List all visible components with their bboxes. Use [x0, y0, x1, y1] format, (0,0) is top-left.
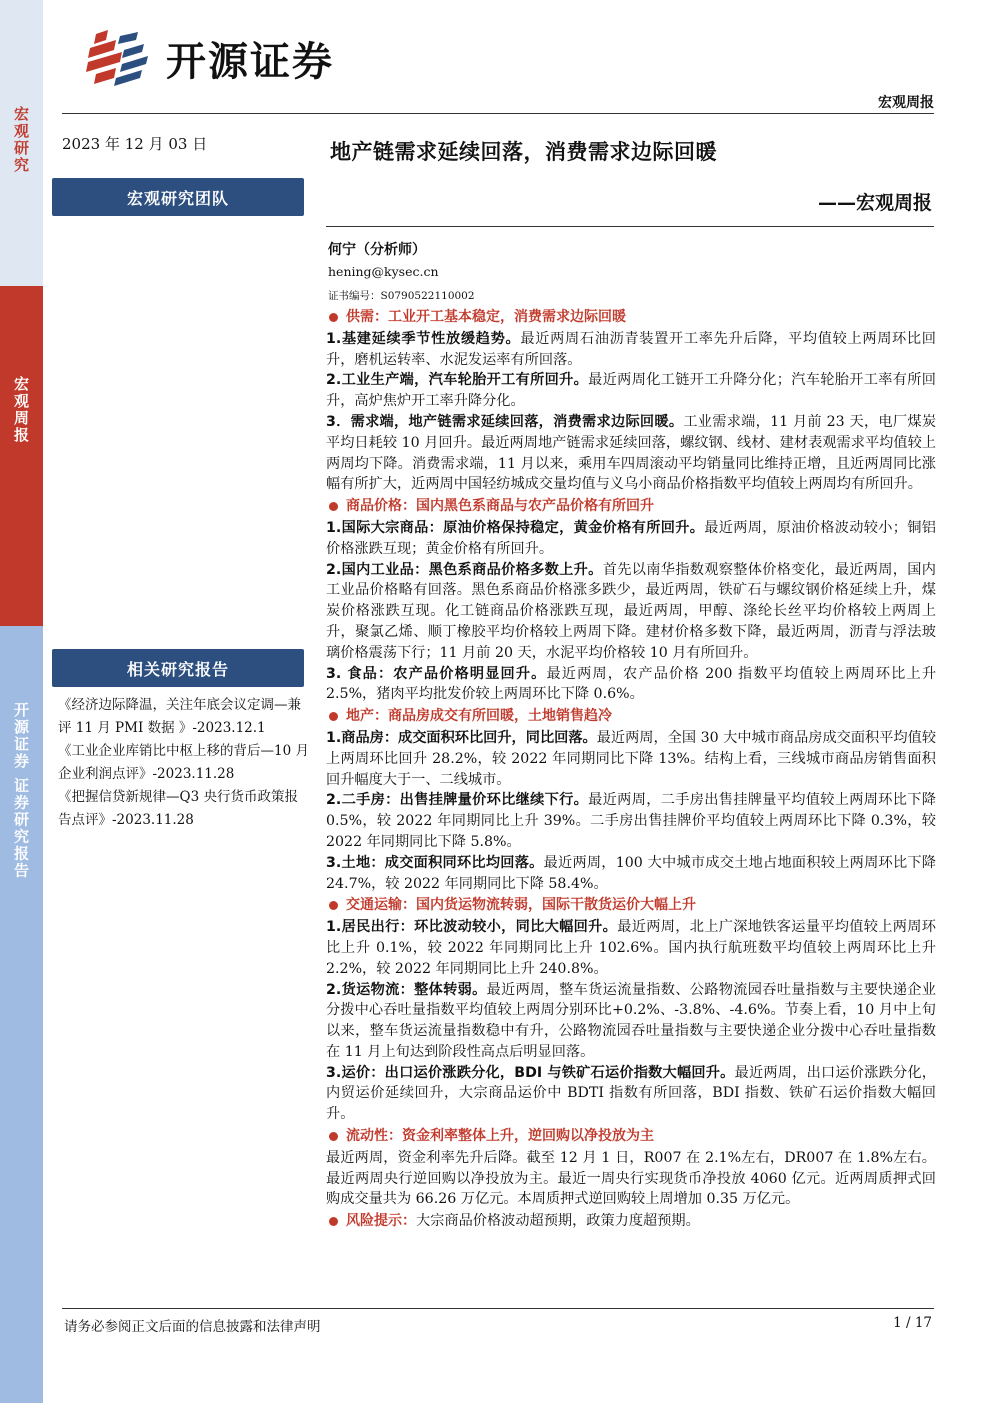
footer-divider	[62, 1308, 934, 1309]
bullet-dot-icon	[329, 901, 338, 910]
section-heading-commodity-prices: 商品价格：国内黑色系商品与农产品价格有所回升	[326, 496, 936, 517]
side-strip	[0, 0, 43, 1403]
paragraph: 1.国际大宗商品：原油价格保持稳定，黄金价格有所回升。最近两周，原油价格波动较小；铜铝价格涨跌互现；黄金价格有所回升。	[326, 519, 936, 557]
risk-bullet	[326, 1217, 346, 1226]
report-title: 地产链需求延续回落，消费需求边际回暖	[330, 140, 717, 164]
related-reports-list	[58, 694, 310, 832]
side-label-macro-weekly: 宏观周报	[12, 376, 30, 444]
logo-text: 开源证券	[166, 38, 334, 85]
paragraph: 2.国内工业品：黑色系商品价格多数上升。首先以南华指数观察整体价格变化，最近两周，国内工业品价格略有回落。黑色系商品价格涨多跌少，最近两周，铁矿石与螺纹钢价格延续上升，煤炭价格涨跌互现。化工链商品价格涨跌互现，最近两周，甲醇、涤纶长丝平均价格较上两周上升，聚氯乙烯、顺丁橡胶平均价格较上两周下降。建材价格多数下降，最近两周，沥青与浮法玻璃价格震荡下行；11 月前 20 天，水泥平均价格较 10 月有所回升。	[326, 561, 936, 661]
risk-text: 大宗商品价格波动超预期，政策力度超预期。	[416, 1213, 700, 1230]
paragraph: 1.居民出行：环比波动较小，同比大幅回升。最近两周，北上广深地铁客运量平均值较上两周环比上升 0.1%，较 2022 年同期同比上升 102.6%。国内执行航班数平均值较上两周环比上升 2.2%，较 2022 年同期同比上升 240.8%。	[326, 919, 936, 977]
research-team-box: 宏观研究团队	[52, 178, 304, 216]
report-type-label: 宏观周报	[878, 95, 934, 111]
analyst-email[interactable]: hening@kysec.cn	[328, 264, 439, 279]
analyst-name: 何宁（分析师）	[328, 242, 426, 258]
paragraph: 3．需求端，地产链需求延续回落，消费需求边际回暖。工业需求端，11 月前 23 天，电厂煤炭平均日耗较 10 月回升。最近两周地产链需求延续回落，螺纹钢、线材、建材表观需求平均值较上两周均下降。消费需求端，11 月以来，乘用车四周滚动平均销量同比维持正增，且近两周同比涨幅有所扩大，近两周中国轻纺城成交量均值与义乌小商品价格指数平均值较上两周均有所回升。	[326, 413, 937, 493]
related-report-item[interactable]: 《把握信贷新规律—Q3 央行货币政策报告点评》-2023.11.28	[58, 789, 298, 828]
related-report-item[interactable]: 《工业企业库销比中枢上移的背后—10 月企业利润点评》-2023.11.28	[58, 743, 309, 782]
side-strip-top	[0, 0, 43, 286]
bullet-dot-icon	[329, 712, 338, 721]
footer-disclaimer: 请务必参阅正文后面的信息披露和法律声明	[64, 1319, 321, 1335]
logo-icon	[86, 28, 162, 88]
analyst-cert-number: 证书编号：S0790522110002	[328, 290, 475, 302]
paragraph: 最近两周，资金利率先升后降。截至 12 月 1 日，R007 在 2.1%左右，DR007 在 1.8%左右。最近两周央行逆回购以净投放为主。最近一周央行实现货币净投放 4060 亿元。近两周质押式回购成交量共为 66.26 万亿元。本周质押式逆回购较上周增加 0.35 万亿元。	[326, 1149, 936, 1208]
bullet-dot-icon	[329, 313, 338, 322]
paragraph: 1.商品房：成交面积环比回升，同比回落。最近两周，全国 30 大中城市商品房成交面积平均值较上两周环比回升 28.2%，较 2022 年同期同比下降 13%。结构上看，三线城市商品房销售面积回升幅度大于一、二线城市。	[326, 729, 937, 788]
paragraph: 3.土地：成交面积同环比均回落。最近两周，100 大中城市成交土地占地面积较上两周环比下降 24.7%，较 2022 年同期同比下降 58.4%。	[326, 854, 936, 892]
related-report-item[interactable]: 《经济边际降温，关注年底会议定调—兼评 11 月 PMI 数据 》-2023.12.1	[58, 697, 301, 736]
bullet-dot-icon	[329, 1217, 338, 1226]
report-summary	[326, 306, 936, 1232]
paragraph: 2.货运物流：整体转弱。最近两周，整车货运流量指数、公路物流园吞吐量指数与主要快递企业分拨中心吞吐量指数平均值较上两周分别环比+0.2%、-3.8%、-4.6%。节奏上看，10 月中上旬以来，整车货运流量指数稳中有升，公路物流园吞吐量指数与主要快递企业分拨中心吞吐量指数在 11 月上旬达到阶段性高点后明显回落。	[326, 981, 936, 1060]
report-subtitle: ——宏观周报	[817, 192, 932, 214]
title-divider	[326, 226, 934, 227]
paragraph: 3. 食品：农产品价格明显回升。最近两周，农产品价格 200 指数平均值较上两周环比上升 2.5%，猪肉平均批发价较上两周环比下降 0.6%。	[326, 665, 937, 703]
page-number: 1 / 17	[893, 1315, 932, 1331]
bullet-dot-icon	[329, 1132, 338, 1141]
side-label-kysec: 开源证券 证券研究报告	[12, 702, 30, 880]
paragraph: 1.基建延续季节性放缓趋势。最近两周石油沥青装置开工率先升后降，平均值较上两周环比回升，磨机运转率、水泥发运率有所回落。	[326, 330, 936, 368]
section-heading-liquidity: 流动性：资金利率整体上升，逆回购以净投放为主	[326, 1126, 936, 1147]
report-date: 2023 年 12 月 03 日	[62, 135, 208, 153]
side-label-macro-research: 宏观研究	[12, 106, 30, 174]
bullet-dot-icon	[329, 502, 338, 511]
side-strip-bottom	[0, 626, 43, 1403]
company-logo	[86, 28, 334, 88]
section-heading-real-estate: 地产：商品房成交有所回暖，土地销售趋冷	[326, 706, 936, 727]
section-heading-transport: 交通运输：国内货运物流转弱，国际干散货运价大幅上升	[326, 895, 936, 916]
paragraph: 2.二手房：出售挂牌量价环比继续下行。最近两周，二手房出售挂牌量平均值较上两周环比下降 0.5%，较 2022 年同期同比上升 39%。二手房出售挂牌价平均值较上两周环比下降 0.3%，较 2022 年同期同比下降 5.8%。	[326, 792, 936, 850]
paragraph: 2.工业生产端，汽车轮胎开工有所回升。最近两周化工链开工升降分化；汽车轮胎开工率有所回升，高炉焦炉开工率升降分化。	[326, 372, 936, 410]
paragraph: 3.运价：出口运价涨跌分化，BDI 与铁矿石运价指数大幅回升。最近两周，出口运价涨跌分化，内贸运价延续回升，大宗商品运价中 BDTI 指数有所回落，BDI 指数、铁矿石运价指数大幅回升。	[326, 1064, 936, 1123]
section-heading-supply-demand: 供需：工业开工基本稳定，消费需求边际回暖	[326, 307, 936, 328]
risk-warning	[326, 1211, 936, 1232]
header-divider	[62, 113, 934, 114]
side-strip-middle	[0, 286, 43, 626]
risk-label: 风险提示：	[346, 1213, 416, 1230]
related-reports-box: 相关研究报告	[52, 649, 304, 687]
